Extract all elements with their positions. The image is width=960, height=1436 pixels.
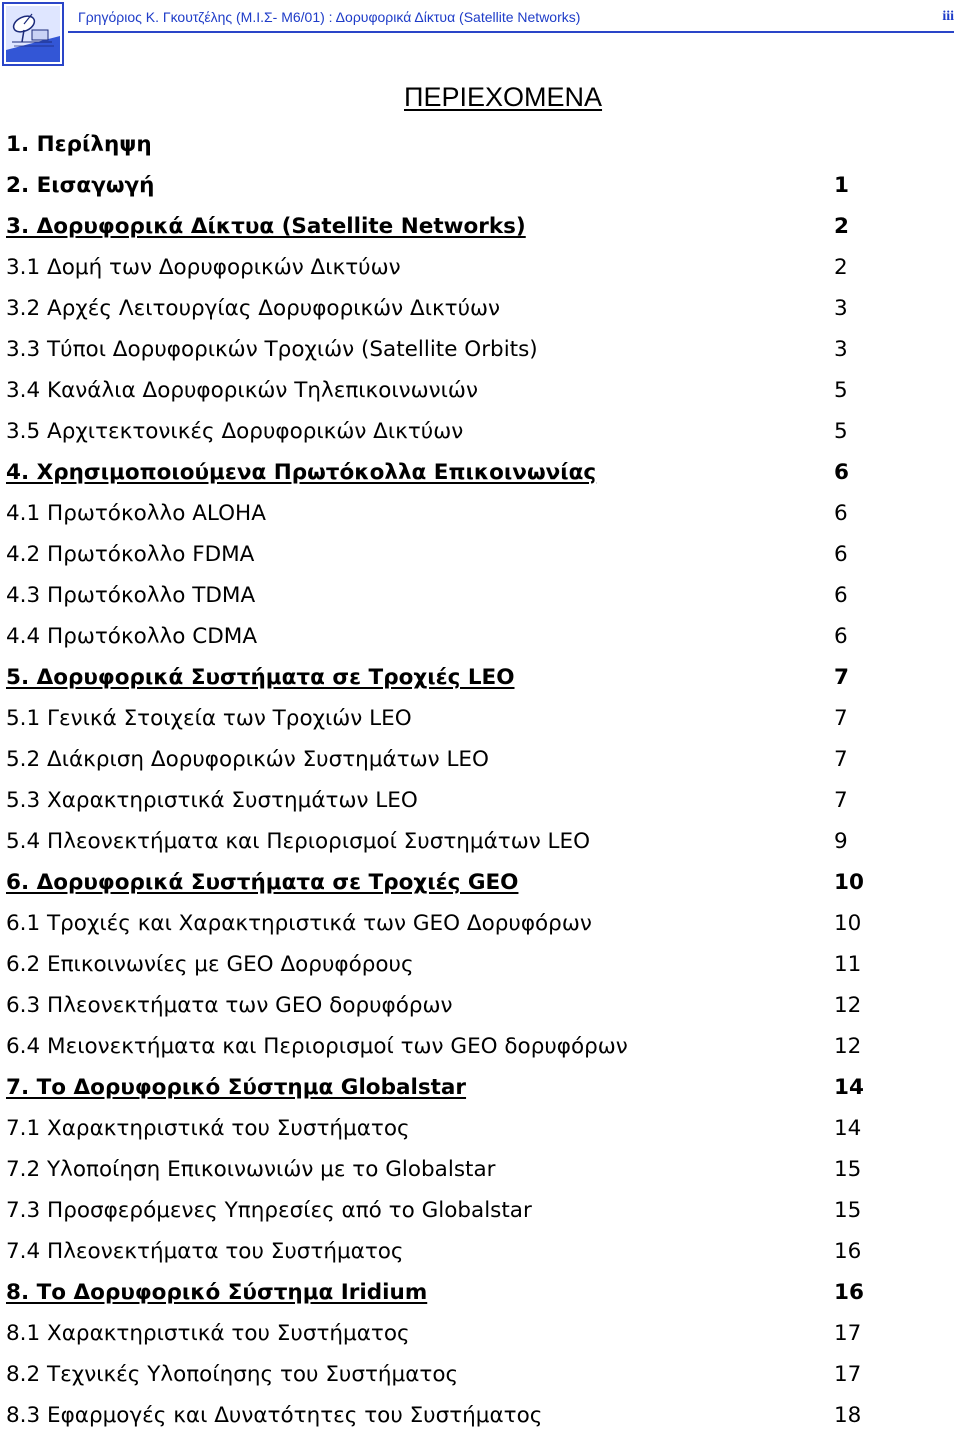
toc-entry-title: 6.4 Μειονεκτήματα και Περιορισμοί των GEO δορυφόρων [6, 1034, 628, 1059]
toc-entry[interactable] [0, 329, 960, 370]
toc-entry-title: 6. Δορυφορικά Συστήματα σε Τροχιές GEO [6, 870, 519, 895]
toc-entry-title: 5.2 Διάκριση Δορυφορικών Συστημάτων LEO [6, 747, 489, 772]
toc-entry[interactable] [0, 698, 960, 739]
toc-entry[interactable] [0, 903, 960, 944]
toc-entry-title: 7. Το Δορυφορικό Σύστημα Globalstar [6, 1075, 467, 1100]
toc-entry-page: 12 [834, 993, 862, 1018]
toc-title: ΠΕΡΙΕΧΟΜΕΝΑ [404, 82, 603, 112]
toc-entry-title: 5.1 Γενικά Στοιχεία των Τροχιών LEO [6, 706, 412, 731]
toc-entry[interactable] [0, 821, 960, 862]
toc-entry[interactable] [0, 1354, 960, 1395]
toc-entry[interactable] [0, 1395, 960, 1436]
toc-entry-title: 5.3 Χαρακτηριστικά Συστημάτων LEO [6, 788, 418, 813]
toc-entry-title: 5. Δορυφορικά Συστήματα σε Τροχιές LEO [6, 665, 515, 690]
toc-entry-page: 3 [834, 337, 848, 362]
toc-entry-title: 2. Εισαγωγή [6, 173, 155, 198]
toc-entry[interactable] [0, 534, 960, 575]
toc-entry-page: 16 [834, 1239, 862, 1264]
toc-entry-title: 5.4 Πλεονεκτήματα και Περιορισμοί Συστημάτων LEO [6, 829, 591, 854]
toc-entry-title: 3.4 Κανάλια Δορυφορικών Τηλεπικοινωνιών [6, 378, 478, 403]
toc-entry-page: 7 [834, 747, 848, 772]
toc-entry-page: 5 [834, 419, 848, 444]
toc-entry[interactable] [0, 1272, 960, 1313]
toc-entry[interactable] [0, 985, 960, 1026]
toc-entry-page: 1 [834, 173, 849, 198]
toc-entry-page: 6 [834, 501, 848, 526]
toc-entry[interactable] [0, 780, 960, 821]
toc-entry-title: 3.1 Δομή των Δορυφορικών Δικτύων [6, 255, 401, 280]
toc-entry[interactable] [0, 575, 960, 616]
toc-entry-page: 6 [834, 624, 848, 649]
toc-entry[interactable] [0, 1313, 960, 1354]
toc-entry-page: 7 [834, 788, 848, 813]
toc-entry-title: 7.4 Πλεονεκτήματα του Συστήματος [6, 1239, 404, 1264]
toc-entry-page: 17 [834, 1321, 862, 1346]
toc-entry-page: 3 [834, 296, 848, 321]
toc-entry-title: 3.5 Αρχιτεκτονικές Δορυφορικών Δικτύων [6, 419, 464, 444]
toc-entry-title: 7.1 Χαρακτηριστικά του Συστήματος [6, 1116, 410, 1141]
toc-entry-page: 2 [834, 255, 848, 280]
toc-entry-title: 8.2 Τεχνικές Υλοποίησης του Συστήματος [6, 1362, 459, 1387]
toc-entry-page: 10 [834, 870, 864, 895]
header-page-number: iii [942, 9, 954, 24]
toc-entry-page: 7 [834, 665, 849, 690]
header-title: Γρηγόριος Κ. Γκουτζέλης (Μ.Ι.Σ- Μ6/01) : Δορυφορικά Δίκτυα (Satellite Networks) [78, 9, 581, 25]
toc-entry[interactable] [0, 1108, 960, 1149]
toc-entry[interactable] [0, 1231, 960, 1272]
toc-entry-page: 6 [834, 542, 848, 567]
toc-entry-page: 12 [834, 1034, 862, 1059]
toc-entry-title: 4. Χρησιμοποιούμενα Πρωτόκολλα Επικοινωνίας [6, 460, 597, 485]
toc-entry-page: 6 [834, 460, 849, 485]
toc-entry-page: 10 [834, 911, 862, 936]
toc-entry-page: 15 [834, 1198, 862, 1223]
toc-entry[interactable] [0, 944, 960, 985]
toc-entry-title: 3. Δορυφορικά Δίκτυα (Satellite Networks) [6, 214, 526, 239]
toc-entry[interactable] [0, 1026, 960, 1067]
toc-entry[interactable] [0, 370, 960, 411]
toc-entry[interactable] [0, 1149, 960, 1190]
toc-entry-page: 5 [834, 378, 848, 403]
toc-entry-title: 8. Το Δορυφορικό Σύστημα Iridium [6, 1280, 428, 1305]
toc-entry[interactable] [0, 452, 960, 493]
toc-entry-title: 3.2 Αρχές Λειτουργίας Δορυφορικών Δικτύων [6, 296, 501, 321]
toc-entry[interactable] [0, 862, 960, 903]
toc-entry[interactable] [0, 124, 960, 165]
toc-entry[interactable] [0, 1067, 960, 1108]
toc-entry-title: 4.1 Πρωτόκολλο ALOHA [6, 501, 266, 526]
toc-entry-page: 6 [834, 583, 848, 608]
toc-entry[interactable] [0, 165, 960, 206]
toc-entry-title: 4.3 Πρωτόκολλο TDMA [6, 583, 256, 608]
toc-entry[interactable] [0, 247, 960, 288]
toc-entry-title: 7.2 Υλοποίηση Επικοινωνιών με το Globalstar [6, 1157, 496, 1182]
toc-entry-title: 8.3 Εφαρμογές και Δυνατότητες του Συστήματος [6, 1403, 543, 1428]
toc-entry[interactable] [0, 288, 960, 329]
toc-entry-page: 14 [834, 1075, 864, 1100]
toc-entry-page: 16 [834, 1280, 864, 1305]
toc-entry-title: 4.4 Πρωτόκολλο CDMA [6, 624, 258, 649]
toc-entry-title: 4.2 Πρωτόκολλο FDMA [6, 542, 255, 567]
toc-entry-title: 1. Περίληψη [6, 132, 152, 157]
toc-entry-page: 11 [834, 952, 862, 977]
toc-entry[interactable] [0, 616, 960, 657]
toc-entry-title: 6.3 Πλεονεκτήματα των GEO δορυφόρων [6, 993, 453, 1018]
toc-entry-page: 9 [834, 829, 848, 854]
toc-entry[interactable] [0, 657, 960, 698]
toc-entry-title: 7.3 Προσφερόμενες Υπηρεσίες από το Globalstar [6, 1198, 532, 1223]
toc-entry[interactable] [0, 739, 960, 780]
toc-entry-title: 6.2 Επικοινωνίες με GEO Δορυφόρους [6, 952, 414, 977]
toc-entry-page: 2 [834, 214, 849, 239]
header-divider [68, 31, 954, 33]
toc-entry[interactable] [0, 493, 960, 534]
toc-entry-page: 18 [834, 1403, 862, 1428]
toc-entry[interactable] [0, 411, 960, 452]
toc-entry-page: 7 [834, 706, 848, 731]
toc-entry-page: 14 [834, 1116, 862, 1141]
toc-entry-title: 3.3 Τύποι Δορυφορικών Τροχιών (Satellite Orbits) [6, 337, 538, 362]
toc-entry-title: 8.1 Χαρακτηριστικά του Συστήματος [6, 1321, 410, 1346]
toc-entry-title: 6.1 Τροχιές και Χαρακτηριστικά των GEO Δορυφόρων [6, 911, 592, 936]
toc-entry[interactable] [0, 206, 960, 247]
toc-entry-page: 17 [834, 1362, 862, 1387]
satellite-dish-logo-icon [2, 2, 64, 66]
page-header [0, 0, 960, 70]
toc-entry-page: 15 [834, 1157, 862, 1182]
toc-entry[interactable] [0, 1190, 960, 1231]
